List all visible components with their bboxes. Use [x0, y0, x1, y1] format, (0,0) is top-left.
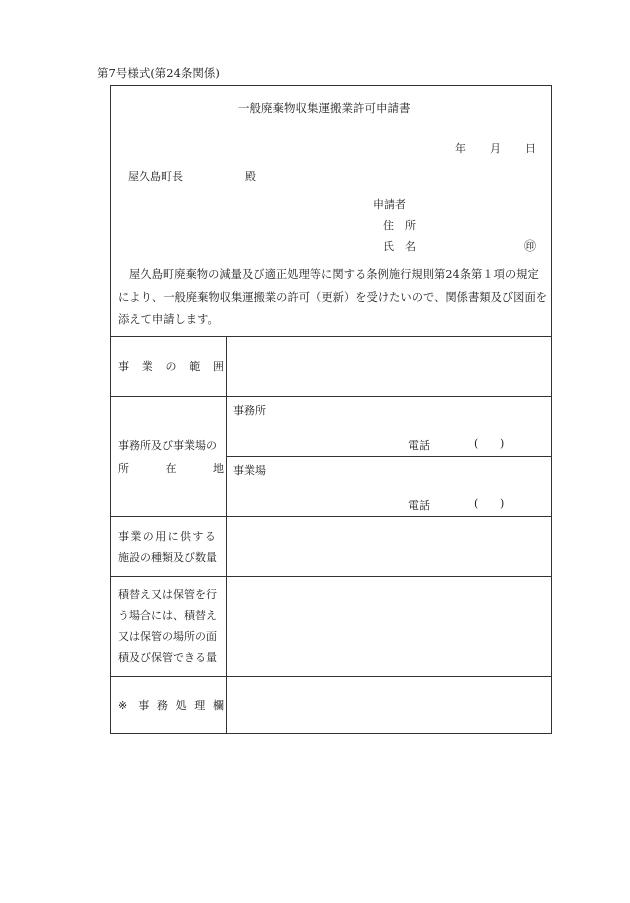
location-label-line2: 所 在 地: [118, 462, 224, 475]
form-title: 一般廃棄物収集運搬業許可申請書: [238, 101, 411, 115]
storage-label-line3: 又は保管の場所の面: [118, 630, 217, 643]
workplace-phone-label: 電話: [408, 499, 430, 512]
office-use-field: [228, 677, 551, 733]
office-phone-field[interactable]: [477, 435, 499, 453]
location-label-line1: 事務所及び事業場の: [118, 439, 217, 452]
location-sub-rule: [227, 456, 551, 457]
facilities-field[interactable]: [228, 517, 551, 575]
office-use-label: ※ 事 務 処 理 欄: [118, 699, 224, 712]
facilities-label-line1: 事業の用に供する: [118, 530, 218, 543]
workplace-phone-field[interactable]: [477, 495, 499, 513]
addressee-honorific: 殿: [245, 170, 256, 183]
facilities-label-line2: 施設の種類及び数量: [118, 551, 217, 564]
storage-label-line1: 積替え又は保管を行: [118, 588, 217, 601]
application-form: [110, 85, 552, 734]
date-day: 日: [525, 142, 536, 155]
storage-label-line4: 積及び保管できる量: [118, 651, 217, 664]
applicant-name-label: 氏 名: [383, 240, 416, 253]
addressee-name: 屋久島町長: [128, 170, 183, 183]
storage-label-line2: う場合には、積替え: [118, 609, 217, 622]
workplace-label: 事業場: [233, 464, 266, 477]
storage-field[interactable]: [228, 577, 551, 675]
date-month: 月: [490, 142, 501, 155]
office-phone-label: 電話: [408, 439, 430, 452]
office-label: 事務所: [233, 404, 266, 417]
applicant-label: 申請者: [373, 198, 406, 211]
business-scope-label: 事 業 の 範 囲: [118, 360, 224, 373]
row-rule-1: [111, 396, 551, 397]
workplace-phone-open-paren: (: [474, 497, 479, 510]
business-scope-field[interactable]: [228, 337, 551, 395]
office-phone-close-paren: ): [500, 437, 505, 450]
applicant-address-label: 住 所: [383, 219, 416, 232]
seal-mark: ㊞: [524, 239, 537, 253]
date-year: 年: [455, 142, 466, 155]
form-number: 第7号様式(第24条関係): [97, 66, 220, 80]
workplace-phone-close-paren: ): [500, 497, 505, 510]
workplace-address-field[interactable]: [228, 480, 398, 514]
office-phone-open-paren: (: [474, 437, 479, 450]
application-statement: 屋久島町廃棄物の減量及び適正処理等に関する条例施行規則第24条第１項の規定により、一般廃棄物収集運搬業の許可（更新）を受けたいので、関係書類及び図面を添えて申請します。: [118, 268, 548, 326]
office-address-field[interactable]: [228, 420, 398, 454]
